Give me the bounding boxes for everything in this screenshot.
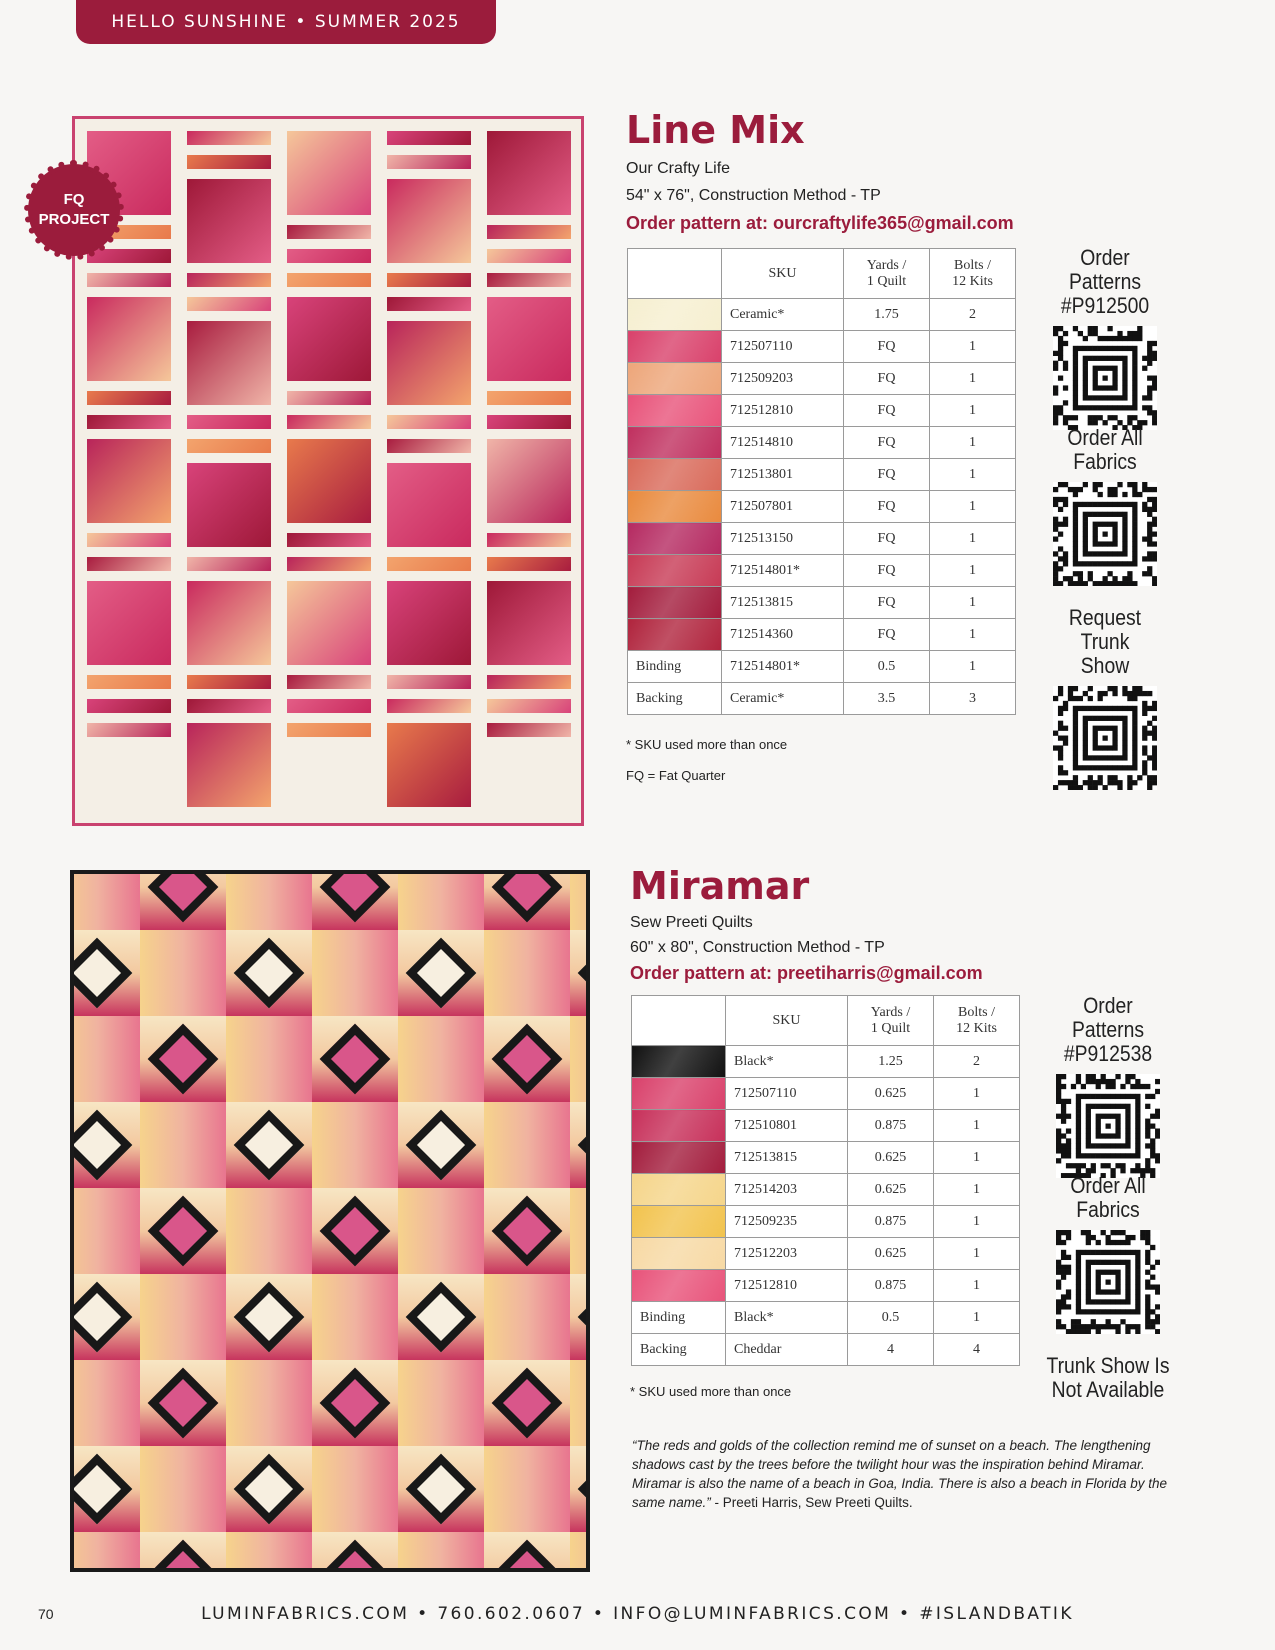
fabric-table xyxy=(631,995,1020,1366)
fabric-swatch xyxy=(628,491,722,523)
quote-text: “The reds and golds of the collection remind me of sunset on a beach. The lengthening shadows cast by the trees before the twilight hour was the inspiration behind Miramar. Miramar is also the name of a beach in Goa, India. There is also a beach in Florida by the same name.” xyxy=(632,1438,1168,1510)
sku-cell: 712514203 xyxy=(726,1174,848,1206)
yards-cell: 1.75 xyxy=(844,299,930,331)
qr-label: Trunk Show Is Not Available xyxy=(1046,1353,1170,1402)
qr-order-patterns[interactable] xyxy=(1035,246,1175,430)
qr-code-icon[interactable] xyxy=(1053,482,1157,586)
project-title: Line Mix xyxy=(626,108,805,152)
bolts-cell: 1 xyxy=(930,619,1016,651)
bolts-cell: 1 xyxy=(930,651,1016,683)
fabric-table xyxy=(627,248,1016,715)
table-row xyxy=(628,683,1016,715)
table-row xyxy=(628,299,1016,331)
bolts-cell: 1 xyxy=(930,491,1016,523)
row-label: Binding xyxy=(632,1302,726,1334)
yards-cell: FQ xyxy=(844,395,930,427)
line-mix-quilt-image xyxy=(72,116,584,826)
qr-label: Order Patterns #P912500 xyxy=(1060,245,1150,318)
fabric-swatch xyxy=(628,427,722,459)
bolts-cell: 1 xyxy=(934,1142,1020,1174)
yards-cell: FQ xyxy=(844,555,930,587)
bolts-cell: 2 xyxy=(930,299,1016,331)
fabric-swatch xyxy=(628,523,722,555)
sku-cell: 712513150 xyxy=(722,523,844,555)
footer-contact: LUMINFABRICS.COM • 760.602.0607 • INFO@LUMINFABRICS.COM • #ISLANDBATIK xyxy=(201,1604,1074,1624)
sku-cell: 712507110 xyxy=(722,331,844,363)
table-row xyxy=(628,491,1016,523)
table-row xyxy=(632,1174,1020,1206)
yards-cell: FQ xyxy=(844,587,930,619)
bolts-cell: 1 xyxy=(930,331,1016,363)
table-row xyxy=(632,1334,1020,1366)
fabric-swatch xyxy=(628,459,722,491)
qr-code-icon[interactable] xyxy=(1056,1074,1160,1178)
fabric-swatch xyxy=(632,1174,726,1206)
table-row xyxy=(628,523,1016,555)
table-row xyxy=(632,1302,1020,1334)
bolts-cell: 1 xyxy=(930,395,1016,427)
project-order-link[interactable]: Order pattern at: ourcraftylife365@gmail.com xyxy=(626,213,1014,233)
yards-cell: FQ xyxy=(844,427,930,459)
table-row xyxy=(628,395,1016,427)
header-swatch xyxy=(628,249,722,299)
sku-cell: 712512810 xyxy=(726,1270,848,1302)
yards-cell: 1.25 xyxy=(848,1046,934,1078)
qr-trunk-show-unavailable xyxy=(1038,1354,1178,1402)
yards-cell: FQ xyxy=(844,619,930,651)
table-header-row xyxy=(632,996,1020,1046)
project-specs: 60" x 80", Construction Method - TP xyxy=(630,939,885,956)
qr-order-fabrics[interactable] xyxy=(1038,1174,1178,1334)
fabric-swatch xyxy=(632,1238,726,1270)
bolts-cell: 1 xyxy=(934,1270,1020,1302)
fabric-swatch xyxy=(632,1110,726,1142)
miramar-quilt-image xyxy=(70,870,590,1572)
sku-cell: Black* xyxy=(726,1302,848,1334)
header-title: HELLO SUNSHINE • SUMMER 2025 xyxy=(111,12,461,32)
project-designer: Sew Preeti Quilts xyxy=(630,914,753,931)
bolts-cell: 1 xyxy=(930,363,1016,395)
bolts-cell: 2 xyxy=(934,1046,1020,1078)
sku-cell: 712507110 xyxy=(726,1078,848,1110)
row-label: Backing xyxy=(632,1334,726,1366)
bolts-cell: 1 xyxy=(934,1206,1020,1238)
table-row xyxy=(632,1046,1020,1078)
fabric-swatch xyxy=(632,1142,726,1174)
sku-cell: Black* xyxy=(726,1046,848,1078)
yards-cell: FQ xyxy=(844,331,930,363)
yards-cell: 3.5 xyxy=(844,683,930,715)
bolts-cell: 1 xyxy=(930,523,1016,555)
table-row xyxy=(628,331,1016,363)
bolts-cell: 1 xyxy=(930,587,1016,619)
sku-cell: 712513815 xyxy=(726,1142,848,1174)
bolts-cell: 1 xyxy=(934,1110,1020,1142)
qr-label: Order Patterns #P912538 xyxy=(1063,993,1153,1066)
header-swatch xyxy=(632,996,726,1046)
page-number: 70 xyxy=(38,1606,54,1622)
project-title: Miramar xyxy=(630,864,810,908)
qr-code-icon[interactable] xyxy=(1056,1230,1160,1334)
qr-label: Request Trunk Show xyxy=(1068,605,1142,678)
header-bolts: Bolts / 12 Kits xyxy=(930,249,1016,299)
fabric-swatch xyxy=(628,555,722,587)
table-row xyxy=(628,587,1016,619)
quote-attribution: - Preeti Harris, Sew Preeti Quilts. xyxy=(710,1495,913,1510)
table-note: FQ = Fat Quarter xyxy=(626,768,726,783)
badge-line2: PROJECT xyxy=(38,211,110,228)
table-row xyxy=(632,1142,1020,1174)
fabric-swatch xyxy=(632,1078,726,1110)
sku-cell: 712514801* xyxy=(722,651,844,683)
bolts-cell: 1 xyxy=(934,1078,1020,1110)
sku-cell: 712514810 xyxy=(722,427,844,459)
bolts-cell: 4 xyxy=(934,1334,1020,1366)
table-row xyxy=(632,1078,1020,1110)
qr-label: Order All Fabrics xyxy=(1070,1173,1146,1222)
table-row xyxy=(632,1238,1020,1270)
qr-code-icon[interactable] xyxy=(1053,686,1157,790)
table-row xyxy=(628,363,1016,395)
header-sku: SKU xyxy=(726,996,848,1046)
bolts-cell: 1 xyxy=(934,1302,1020,1334)
bolts-cell: 1 xyxy=(934,1238,1020,1270)
fabric-swatch xyxy=(632,1046,726,1078)
header-sku: SKU xyxy=(722,249,844,299)
sku-cell: 712514360 xyxy=(722,619,844,651)
sku-cell: 712507801 xyxy=(722,491,844,523)
fabric-swatch xyxy=(628,299,722,331)
table-row xyxy=(632,1206,1020,1238)
fabric-swatch xyxy=(628,619,722,651)
table-header-row xyxy=(628,249,1016,299)
row-label: Binding xyxy=(628,651,722,683)
sku-cell: 712512810 xyxy=(722,395,844,427)
yards-cell: 0.875 xyxy=(848,1206,934,1238)
fq-project-badge xyxy=(32,168,116,252)
header-yards: Yards / 1 Quilt xyxy=(848,996,934,1046)
fabric-swatch xyxy=(632,1206,726,1238)
sku-cell: 712513815 xyxy=(722,587,844,619)
yards-cell: FQ xyxy=(844,459,930,491)
fabric-swatch xyxy=(628,363,722,395)
yards-cell: 0.625 xyxy=(848,1142,934,1174)
sku-cell: Ceramic* xyxy=(722,683,844,715)
yards-cell: 0.625 xyxy=(848,1238,934,1270)
sku-cell: 712509203 xyxy=(722,363,844,395)
header-yards: Yards / 1 Quilt xyxy=(844,249,930,299)
yards-cell: 0.5 xyxy=(844,651,930,683)
qr-trunk-show[interactable] xyxy=(1035,606,1175,790)
yards-cell: 0.875 xyxy=(848,1110,934,1142)
yards-cell: 0.5 xyxy=(848,1302,934,1334)
qr-label: Order All Fabrics xyxy=(1067,425,1143,474)
table-row xyxy=(628,651,1016,683)
qr-code-icon[interactable] xyxy=(1053,326,1157,430)
yards-cell: FQ xyxy=(844,523,930,555)
bolts-cell: 3 xyxy=(930,683,1016,715)
sku-cell: 712514801* xyxy=(722,555,844,587)
table-row xyxy=(628,619,1016,651)
bolts-cell: 1 xyxy=(930,459,1016,491)
sku-cell: Cheddar xyxy=(726,1334,848,1366)
row-label: Backing xyxy=(628,683,722,715)
header-bolts: Bolts / 12 Kits xyxy=(934,996,1020,1046)
project-order-link[interactable]: Order pattern at: preetiharris@gmail.com xyxy=(630,963,983,983)
qr-order-fabrics[interactable] xyxy=(1035,426,1175,586)
yards-cell: FQ xyxy=(844,491,930,523)
table-row xyxy=(628,459,1016,491)
sku-cell: 712509235 xyxy=(726,1206,848,1238)
qr-order-patterns[interactable] xyxy=(1038,994,1178,1178)
bolts-cell: 1 xyxy=(930,555,1016,587)
sku-cell: 712510801 xyxy=(726,1110,848,1142)
yards-cell: FQ xyxy=(844,363,930,395)
sku-cell: 712512203 xyxy=(726,1238,848,1270)
fabric-swatch xyxy=(632,1270,726,1302)
header-tab xyxy=(76,0,496,44)
table-row xyxy=(632,1270,1020,1302)
table-row xyxy=(632,1110,1020,1142)
designer-quote xyxy=(632,1436,1192,1512)
yards-cell: 0.875 xyxy=(848,1270,934,1302)
project-specs: 54" x 76", Construction Method - TP xyxy=(626,187,881,204)
table-note: * SKU used more than once xyxy=(630,1384,792,1399)
table-note: * SKU used more than once xyxy=(626,737,788,752)
fabric-swatch xyxy=(628,587,722,619)
yards-cell: 4 xyxy=(848,1334,934,1366)
sku-cell: 712513801 xyxy=(722,459,844,491)
project-designer: Our Crafty Life xyxy=(626,160,731,177)
sku-cell: Ceramic* xyxy=(722,299,844,331)
badge-line1: FQ xyxy=(63,191,85,208)
table-row xyxy=(628,555,1016,587)
yards-cell: 0.625 xyxy=(848,1174,934,1206)
bolts-cell: 1 xyxy=(930,427,1016,459)
fabric-swatch xyxy=(628,331,722,363)
yards-cell: 0.625 xyxy=(848,1078,934,1110)
table-row xyxy=(628,427,1016,459)
fabric-swatch xyxy=(628,395,722,427)
bolts-cell: 1 xyxy=(934,1174,1020,1206)
